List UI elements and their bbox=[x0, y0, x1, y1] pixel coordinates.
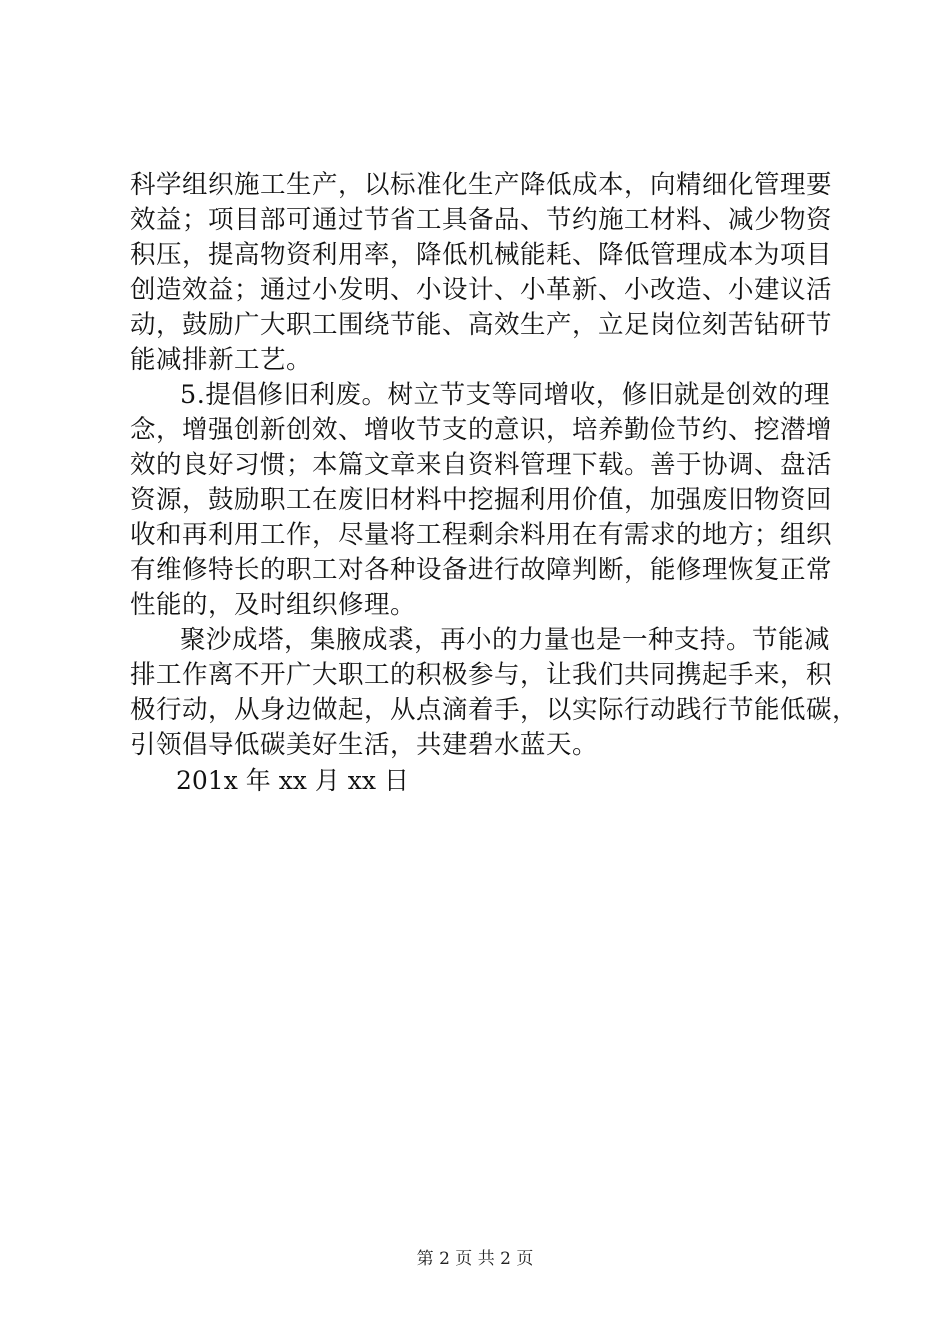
text-line: 科学组织施工生产，以标准化生产降低成本，向精细化管理要 bbox=[130, 170, 833, 200]
text-line: 创造效益；通过小发明、小设计、小革新、小改造、小建议活 bbox=[130, 275, 833, 305]
document-body bbox=[130, 168, 859, 798]
text-line: 动，鼓励广大职工围绕节能、高效生产，立足岗位刻苦钻研节 bbox=[130, 310, 833, 340]
text-line: 极行动，从身边做起，从点滴着手，以实际行动践行节能低碳， bbox=[130, 695, 859, 725]
document-date: 201x 年 xx 月 xx 日 bbox=[176, 766, 409, 795]
text-line: 引领倡导低碳美好生活，共建碧水蓝天。 bbox=[130, 730, 599, 760]
paragraph-3 bbox=[130, 623, 859, 763]
text-line: 效益；项目部可通过节省工具备品、节约施工材料、减少物资 bbox=[130, 205, 833, 235]
page-footer bbox=[0, 1244, 950, 1269]
text-line: 排工作离不开广大职工的积极参与，让我们共同携起手来，积 bbox=[130, 660, 833, 690]
paragraph-2 bbox=[130, 378, 833, 623]
text-line: 能减排新工艺。 bbox=[130, 345, 313, 375]
text-line: 资源，鼓励职工在废旧材料中挖掘利用价值，加强废旧物资回 bbox=[130, 485, 833, 515]
text-line: 聚沙成塔，集腋成裘，再小的力量也是一种支持。节能减 bbox=[180, 625, 831, 655]
paragraph-1 bbox=[130, 168, 833, 378]
text-line: 5.提倡修旧利废。树立节支等同增收，修旧就是创效的理 bbox=[180, 380, 830, 410]
text-line: 念，增强创新创效、增收节支的意识，培养勤俭节约、挖潜增 bbox=[130, 415, 833, 445]
text-line: 收和再利用工作，尽量将工程剩余料用在有需求的地方；组织 bbox=[130, 520, 833, 550]
text-line: 效的良好习惯；本篇文章来自资料管理下载。善于协调、盘活 bbox=[130, 450, 833, 480]
text-line: 有维修特长的职工对各种设备进行故障判断，能修理恢复正常 bbox=[130, 555, 833, 585]
text-line: 积压，提高物资利用率，降低机械能耗、降低管理成本为项目 bbox=[130, 240, 833, 270]
text-line: 性能的，及时组织修理。 bbox=[130, 590, 417, 620]
page-number: 第 2 页 共 2 页 bbox=[416, 1249, 534, 1269]
